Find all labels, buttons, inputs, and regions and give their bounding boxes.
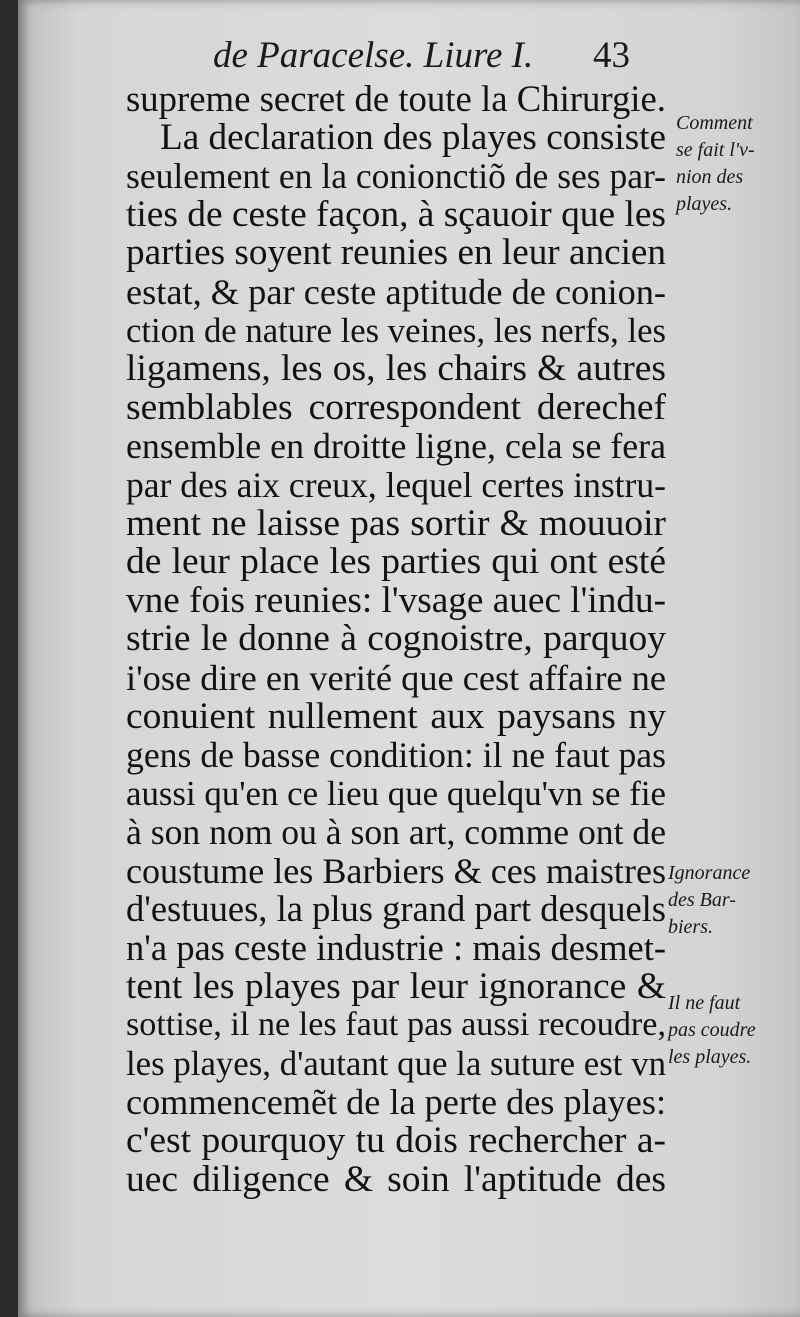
text-line: parties soyent reunies en leur ancien bbox=[126, 234, 666, 273]
text-line: ment ne laisse pas sortir & mouuoir bbox=[126, 504, 666, 544]
text-line: supreme secret de toute la Chirurgie. bbox=[126, 80, 666, 119]
margin-note-line: se fait l'v- bbox=[676, 139, 755, 161]
text-line: sottise, il ne les faut pas aussi recoudre, bbox=[126, 1006, 666, 1044]
text-line: coustume les Barbiers & ces maistres bbox=[126, 851, 666, 891]
margin-note-line: playes. bbox=[676, 193, 733, 215]
running-title: de Paracelse. Liure I. bbox=[213, 35, 534, 76]
text-line: de leur place les parties qui ont esté bbox=[126, 543, 666, 582]
text-line: La declaration des playes consiste bbox=[160, 118, 666, 158]
margin-note-line: les playes. bbox=[668, 1046, 752, 1068]
text-line: les playes, d'autant que la suture est vn bbox=[126, 1044, 666, 1083]
margin-note-line: Il ne faut bbox=[668, 992, 741, 1014]
text-line: gens de basse condition: il ne faut pas bbox=[126, 736, 666, 775]
text-line: à son nom ou à son art, comme ont de bbox=[126, 813, 666, 852]
text-line: estat, & par ceste aptitude de conion- bbox=[126, 272, 666, 312]
text-line: par des aix creux, lequel certes instru- bbox=[126, 465, 666, 505]
text-line: c'est pourquoy tu dois rechercher a- bbox=[126, 1122, 666, 1161]
body-text bbox=[126, 80, 666, 1199]
text-line: i'ose dire en verité que cest affaire ne bbox=[126, 658, 666, 698]
text-line: uec diligence & soin l'aptitude des bbox=[126, 1160, 666, 1200]
book-page bbox=[18, 0, 800, 1317]
margin-note-line: Comment bbox=[676, 112, 753, 134]
margin-note-line: des Bar- bbox=[668, 889, 736, 911]
margin-note-line: nion des bbox=[676, 166, 744, 188]
text-line: ties de ceste façon, à sçauoir que les bbox=[126, 195, 666, 235]
margin-note-coudre bbox=[668, 990, 756, 1071]
text-line: ensemble en droitte ligne, cela se fera bbox=[126, 427, 666, 466]
text-line: strie le donne à cognoistre, parquoy bbox=[126, 620, 666, 659]
margin-note-barbiers bbox=[668, 860, 750, 941]
text-line: d'estuues, la plus grand part desquels bbox=[126, 890, 666, 930]
page-number: 43 bbox=[593, 35, 630, 76]
text-line: vne fois reunies: l'vsage auec l'indu- bbox=[126, 581, 666, 621]
text-line: semblables correspondent derechef bbox=[126, 388, 666, 428]
text-line: seulement en la conionctiõ de ses par- bbox=[126, 157, 666, 196]
text-line: aussi qu'en ce lieu que quelqu'vn se fie bbox=[126, 774, 666, 813]
text-line: tent les playes par leur ignorance & bbox=[126, 967, 666, 1007]
text-line: n'a pas ceste industrie : mais desmet- bbox=[126, 929, 666, 968]
text-line: conuient nullement aux paysans ny bbox=[126, 697, 666, 737]
text-line: ction de nature les veines, les nerfs, les bbox=[126, 311, 666, 350]
margin-note-line: Ignorance bbox=[668, 862, 751, 884]
page-header bbox=[213, 34, 683, 82]
margin-note-line: biers. bbox=[668, 916, 713, 938]
margin-note-union bbox=[676, 110, 755, 218]
text-line: ligamens, les os, les chairs & autres bbox=[126, 350, 666, 389]
text-line: commencemẽt de la perte des playes: bbox=[126, 1083, 666, 1123]
margin-note-line: pas coudre bbox=[668, 1019, 756, 1041]
